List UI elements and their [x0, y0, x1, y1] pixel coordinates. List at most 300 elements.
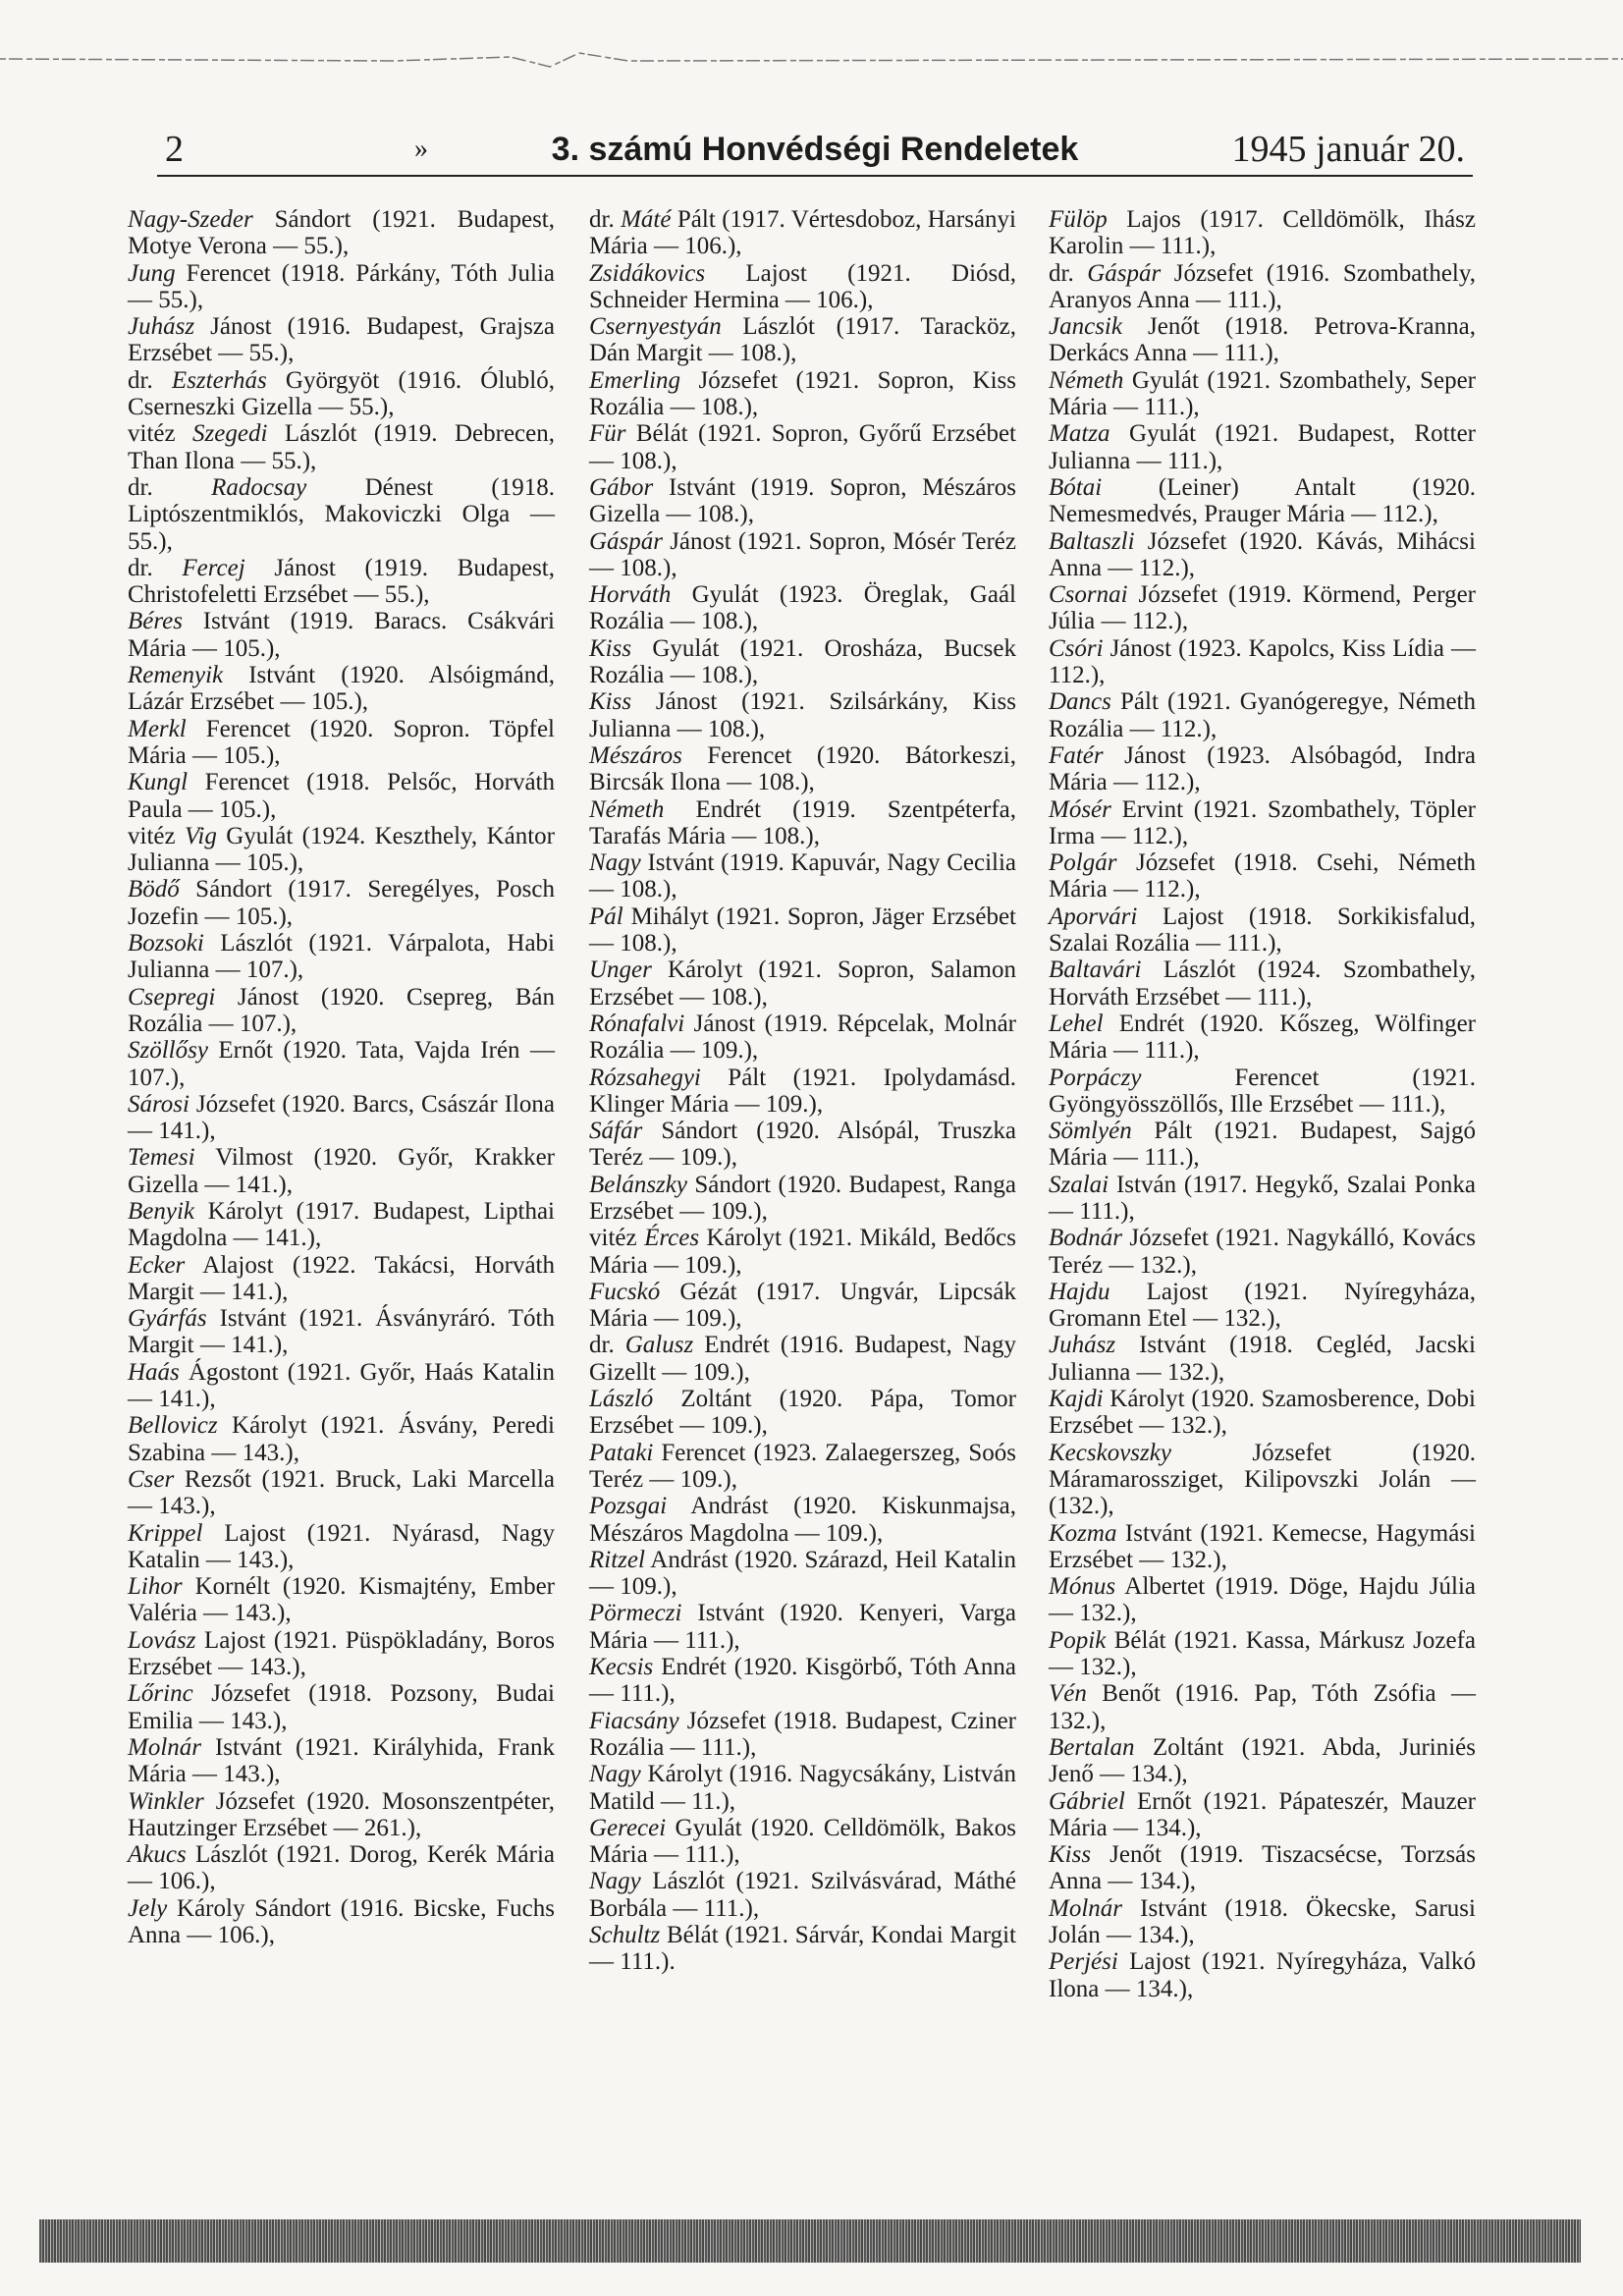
- list-entry: [128, 769, 555, 823]
- entry-details: Lajos (1917. Celldömölk, Ihász Karolin — 111.),: [1049, 206, 1476, 260]
- entry-details: Ernőt (1920. Tata, Vajda Irén — 107.),: [128, 1037, 555, 1091]
- column-1: [128, 206, 555, 1948]
- person-surname: Rózsahegyi: [589, 1064, 701, 1091]
- person-surname: Akucs: [128, 1841, 187, 1869]
- entry-details: Pált (1921. Gyanógeregye, Németh Rozália — 112.),: [1049, 688, 1476, 742]
- entry-prefix: dr.: [589, 1332, 625, 1359]
- entry-details: Endrét (1916. Budapest, Nagy Gizellt — 109.),: [589, 1332, 1016, 1386]
- person-surname: Jancsik: [1049, 313, 1122, 341]
- entry-details: Ferencet (1921. Gyöngyösszöllős, Ille Erzsébet — 111.),: [1049, 1064, 1476, 1118]
- entry-details: Józsefet (1921. Nagykálló, Kovács Teréz — 132.),: [1049, 1225, 1476, 1279]
- entry-details: Pált (1921. Budapest, Sajgó Mária — 111.),: [1049, 1118, 1476, 1172]
- entry-details: Istvánt (1918. Ökecske, Sarusi Jolán — 134.),: [1049, 1894, 1476, 1948]
- list-entry: [589, 1493, 1016, 1547]
- entry-details: Lászlót (1921. Dorog, Kerék Mária — 106.),: [128, 1841, 555, 1895]
- person-surname: Rónafalvi: [589, 1010, 685, 1037]
- entry-details: Lajost (1921. Diósd, Schneider Hermina — 106.),: [589, 259, 1016, 313]
- page-header: [157, 126, 1473, 177]
- person-surname: Fatér: [1049, 741, 1104, 769]
- list-entry: [128, 1734, 555, 1788]
- person-surname: Aporvári: [1049, 902, 1138, 930]
- list-entry: [589, 635, 1016, 689]
- entry-details: Bélát (1921. Sopron, Győrű Erzsébet — 108.),: [589, 420, 1016, 474]
- list-entry: [128, 1037, 555, 1091]
- list-entry: [589, 957, 1016, 1011]
- entry-details: Károlyt (1916. Nagycsákány, Listván Matild — 11.),: [589, 1761, 1016, 1815]
- person-surname: Gábriel: [1049, 1787, 1125, 1815]
- person-surname: Kiss: [589, 634, 632, 662]
- person-surname: Csepregi: [128, 983, 216, 1011]
- list-entry: [128, 1573, 555, 1627]
- entry-details: Istvánt (1919. Kapuvár, Nagy Cecilia — 108.),: [589, 849, 1016, 903]
- entry-details: Istvánt (1919. Baracs. Csákvári Mária — 105.),: [128, 608, 555, 662]
- person-surname: Kecskovszky: [1049, 1439, 1171, 1466]
- person-surname: Pozsgai: [589, 1493, 668, 1520]
- list-entry: [128, 313, 555, 367]
- list-entry: [589, 1600, 1016, 1654]
- person-surname: Krippel: [128, 1519, 203, 1547]
- list-entry: [128, 206, 555, 260]
- entry-details: Istvánt (1920. Alsóigmánd, Lázár Erzsébet — 105.),: [128, 662, 555, 716]
- entry-details: Ferencet (1918. Pelsőc, Horváth Paula — 105.),: [128, 769, 555, 823]
- entry-details: Ferencet (1923. Zalaegerszeg, Soós Teréz — 109.),: [589, 1439, 1016, 1493]
- list-entry: [1049, 1680, 1476, 1734]
- person-surname: Béres: [128, 608, 183, 635]
- person-surname: Lehel: [1049, 1010, 1104, 1037]
- person-surname: Polgár: [1049, 849, 1117, 877]
- person-surname: Nagy: [589, 1868, 641, 1895]
- list-entry: [1049, 1895, 1476, 1949]
- list-entry: [589, 1172, 1016, 1226]
- entry-details: Józsefet (1920. Kávás, Mihácsi Anna — 112.),: [1049, 527, 1476, 581]
- list-entry: [128, 1788, 555, 1842]
- list-entry: [1049, 1573, 1476, 1627]
- list-entry: [128, 823, 555, 877]
- entry-details: Albertet (1919. Döge, Hajdu Júlia — 132.),: [1049, 1573, 1476, 1627]
- entry-details: Ervint (1921. Szombathely, Töpler Irma — 112.),: [1049, 795, 1476, 849]
- list-entry: [1049, 957, 1476, 1011]
- person-surname: Kecsis: [589, 1654, 654, 1681]
- person-surname: Bödő: [128, 876, 180, 903]
- person-surname: Kiss: [1049, 1841, 1092, 1869]
- entry-details: Bélát (1921. Sárvár, Kondai Margit — 111.).: [589, 1922, 1016, 1976]
- list-entry: [589, 1279, 1016, 1333]
- person-surname: Winkler: [128, 1787, 204, 1815]
- entry-details: Ferencet (1920. Bátorkeszi, Bircsák Ilona — 108.),: [589, 741, 1016, 796]
- list-entry: [589, 1922, 1016, 1976]
- person-surname: Für: [589, 420, 626, 448]
- entry-details: Dénest (1918. Liptószentmiklós, Makoviczki Olga — 55.),: [128, 473, 555, 555]
- entry-details: Bélát (1921. Kassa, Márkusz Jozefa — 132.),: [1049, 1626, 1476, 1681]
- person-surname: Eszterhás: [171, 366, 267, 394]
- list-entry: [128, 1144, 555, 1198]
- list-entry: [128, 1841, 555, 1895]
- person-surname: Szegedi: [192, 420, 268, 448]
- list-entry: [128, 1412, 555, 1466]
- entry-details: Lajost (1918. Sorkikisfalud, Szalai Rozália — 111.),: [1049, 902, 1476, 957]
- list-entry: [589, 1815, 1016, 1869]
- list-entry: [589, 1011, 1016, 1065]
- entry-details: Lászlót (1921. Várpalota, Habi Julianna — 107.),: [128, 930, 555, 984]
- person-surname: Lőrinc: [128, 1680, 193, 1708]
- person-surname: Szalai: [1049, 1171, 1109, 1198]
- list-entry: [128, 420, 555, 474]
- person-surname: Schultz: [589, 1922, 661, 1948]
- entry-prefix: dr.: [128, 554, 183, 581]
- entry-details: Pált (1917. Vértesdoboz, Harsányi Mária — 106.),: [589, 206, 1016, 260]
- person-surname: Emerling: [589, 366, 681, 394]
- entry-prefix: dr.: [128, 473, 212, 501]
- person-surname: Baltaszli: [1049, 527, 1135, 555]
- person-surname: Jely: [128, 1894, 168, 1922]
- person-surname: Mészáros: [589, 741, 682, 769]
- list-entry: [1049, 1386, 1476, 1440]
- person-surname: Érces: [644, 1225, 700, 1252]
- list-entry: [128, 1680, 555, 1734]
- list-entry: [1049, 420, 1476, 474]
- entry-prefix: dr.: [128, 366, 172, 394]
- person-surname: Dancs: [1049, 688, 1111, 716]
- entry-details: Jánost (1923. Kapolcs, Kiss Lídia — 112.),: [1049, 634, 1476, 689]
- list-entry: [589, 1868, 1016, 1922]
- entry-prefix: dr.: [1049, 259, 1088, 287]
- entry-details: Józsefet (1918. Budapest, Cziner Rozália — 111.),: [589, 1707, 1016, 1761]
- list-entry: [589, 1708, 1016, 1762]
- entry-details: Sándort (1920. Budapest, Ranga Erzsébet — 109.),: [589, 1171, 1016, 1225]
- list-entry: [1049, 581, 1476, 635]
- list-entry: [589, 1065, 1016, 1119]
- list-entry: [128, 260, 555, 314]
- list-entry: [128, 1091, 555, 1145]
- entry-details: Zoltánt (1921. Abda, Juriniés Jenő — 134.),: [1049, 1733, 1476, 1788]
- entry-details: Andrást (1920. Szárazd, Heil Katalin — 109.),: [589, 1546, 1016, 1601]
- person-surname: Juhász: [1049, 1332, 1116, 1359]
- person-surname: Vén: [1049, 1680, 1087, 1708]
- list-entry: [1049, 1118, 1476, 1172]
- person-surname: Kiss: [589, 688, 632, 716]
- list-entry: [1049, 1734, 1476, 1788]
- entry-details: Gézát (1917. Ungvár, Lipcsák Mária — 109.),: [589, 1278, 1016, 1333]
- entry-details: Károlyt (1921. Mikáld, Bedőcs Mária — 109.),: [589, 1225, 1016, 1279]
- list-entry: [1049, 367, 1476, 421]
- list-entry: [1049, 206, 1476, 260]
- list-entry: [1049, 1332, 1476, 1386]
- entry-details: Andrást (1920. Kiskunmajsa, Mészáros Magdolna — 109.),: [589, 1493, 1016, 1547]
- person-surname: Juhász: [128, 313, 195, 341]
- entry-details: Istvánt (1919. Sopron, Mészáros Gizella — 108.),: [589, 473, 1016, 528]
- entry-prefix: vitéz: [589, 1225, 645, 1252]
- person-surname: Remenyik: [128, 662, 224, 689]
- column-2: [589, 206, 1016, 1976]
- entry-details: Józsefet (1920. Mosonszentpéter, Hautzinger Erzsébet — 261.),: [128, 1787, 555, 1841]
- list-entry: [128, 1305, 555, 1359]
- person-surname: Matza: [1049, 420, 1110, 448]
- person-surname: Sömlyén: [1049, 1118, 1132, 1145]
- person-surname: Mósér: [1049, 795, 1111, 823]
- list-entry: [1049, 313, 1476, 367]
- list-entry: [1049, 688, 1476, 742]
- person-surname: Mónus: [1049, 1573, 1116, 1601]
- list-entry: [589, 1386, 1016, 1440]
- entry-details: Györgyöt (1916. Ólubló, Cserneszki Gizella — 55.),: [128, 366, 555, 421]
- list-entry: [1049, 1440, 1476, 1520]
- list-entry: [589, 420, 1016, 474]
- entry-details: Gyulát (1920. Celldömölk, Bakos Mária — 111.),: [589, 1814, 1016, 1869]
- person-surname: Horváth: [589, 581, 672, 609]
- entry-details: Gyulát (1921. Budapest, Rotter Julianna — 111.),: [1049, 420, 1476, 474]
- entry-details: Istvánt (1921. Királyhida, Frank Mária — 143.),: [128, 1733, 555, 1788]
- person-surname: Pál: [589, 902, 623, 930]
- person-surname: Fiacsány: [589, 1707, 679, 1734]
- person-surname: Molnár: [1049, 1894, 1122, 1922]
- entry-details: Istvánt (1918. Cegléd, Jacski Julianna — 132.),: [1049, 1332, 1476, 1386]
- entry-prefix: vitéz: [128, 420, 193, 448]
- list-entry: [1049, 796, 1476, 850]
- entry-details: Károlyt (1920. Szamosberence, Dobi Erzsébet — 132.),: [1049, 1386, 1476, 1440]
- entry-details: Kornélt (1920. Kismajtény, Ember Valéria — 143.),: [128, 1573, 555, 1627]
- scan-artifact-top-line: [0, 47, 1623, 73]
- entry-details: Józsefet (1916. Szombathely, Aranyos Anna — 111.),: [1049, 259, 1477, 313]
- list-entry: [128, 1895, 555, 1949]
- list-entry: [1049, 1225, 1476, 1279]
- list-entry: [128, 1627, 555, 1681]
- list-entry: [128, 608, 555, 662]
- list-entry: [128, 930, 555, 984]
- list-entry: [1049, 1172, 1476, 1226]
- entry-details: Endrét (1919. Szentpéterfa, Tarafás Mária — 108.),: [589, 795, 1016, 849]
- person-surname: Unger: [589, 957, 652, 984]
- list-entry: [128, 1252, 555, 1306]
- entry-details: Sándort (1921. Budapest, Motye Verona — 55.),: [128, 206, 555, 260]
- list-entry: [589, 1118, 1016, 1172]
- entry-details: Ágostont (1921. Győr, Haás Katalin — 141.),: [128, 1358, 555, 1413]
- list-entry: [1049, 1627, 1476, 1681]
- entry-details: Károlyt (1917. Budapest, Lipthai Magdolna — 141.),: [128, 1197, 555, 1252]
- entry-details: Ferencet (1918. Párkány, Tóth Julia — 55.),: [128, 259, 555, 313]
- entry-details: Józsefet (1918. Pozsony, Budai Emilia — 143.),: [128, 1680, 555, 1734]
- person-surname: Hajdu: [1049, 1278, 1110, 1305]
- entry-details: Pált (1921. Ipolydamásd. Klinger Mária — 109.),: [589, 1064, 1016, 1118]
- entry-details: Jánost (1919. Budapest, Christofeletti Erzsébet — 55.),: [128, 554, 555, 609]
- entry-details: Gyulát (1921. Szombathely, Seper Mária — 111.),: [1049, 366, 1476, 421]
- entry-details: István (1917. Hegykő, Szalai Ponka — 111.),: [1049, 1171, 1476, 1225]
- entry-details: Károlyt (1921. Sopron, Salamon Erzsébet — 108.),: [589, 957, 1016, 1011]
- person-surname: Németh: [1049, 366, 1124, 394]
- entry-details: Benőt (1916. Pap, Tóth Zsófia — 132.),: [1049, 1680, 1476, 1734]
- entry-details: Jánost (1921. Sopron, Mósér Teréz — 108.),: [589, 527, 1016, 581]
- entry-details: Sándort (1917. Seregélyes, Posch Jozefin — 105.),: [128, 876, 555, 930]
- list-entry: [589, 903, 1016, 957]
- list-entry: [589, 1654, 1016, 1708]
- list-entry: [589, 474, 1016, 528]
- entry-details: Lászlót (1917. Taracköz, Dán Margit — 108.),: [589, 313, 1016, 367]
- entry-details: Jánost (1920. Csepreg, Bán Rozália — 107.),: [128, 983, 555, 1037]
- entry-details: Mihályt (1921. Sopron, Jäger Erzsébet — 108.),: [589, 902, 1016, 957]
- list-entry: [1049, 849, 1476, 903]
- person-surname: László: [589, 1386, 654, 1413]
- entry-details: Károly Sándort (1916. Bicske, Fuchs Anna — 106.),: [128, 1894, 555, 1948]
- list-entry: [589, 206, 1016, 260]
- entry-details: Istvánt (1920. Kenyeri, Varga Mária — 111.),: [589, 1600, 1016, 1654]
- person-surname: Benyik: [128, 1197, 195, 1225]
- header-mark: »: [414, 134, 428, 164]
- entry-details: Jánost (1919. Répcelak, Molnár Rozália — 109.),: [589, 1010, 1016, 1065]
- person-surname: Pataki: [589, 1439, 654, 1466]
- person-surname: Molnár: [128, 1733, 201, 1761]
- entry-details: Sándort (1920. Alsópál, Truszka Teréz — 109.),: [589, 1118, 1016, 1172]
- list-entry: [128, 716, 555, 770]
- list-entry: [1049, 1279, 1476, 1333]
- entry-details: Józsefet (1918. Csehi, Németh Mária — 112.),: [1049, 849, 1476, 903]
- entry-details: Lászlót (1924. Szombathely, Horváth Erzsébet — 111.),: [1049, 957, 1476, 1011]
- person-surname: Zsidákovics: [589, 259, 706, 287]
- list-entry: [1049, 1788, 1476, 1842]
- list-entry: [589, 1440, 1016, 1494]
- list-entry: [1049, 1065, 1476, 1119]
- list-entry: [589, 1761, 1016, 1815]
- entry-details: Józsefet (1921. Sopron, Kiss Rozália — 108.),: [589, 366, 1016, 421]
- list-entry: [1049, 903, 1476, 957]
- person-surname: Sáfár: [589, 1118, 643, 1145]
- person-surname: Lihor: [128, 1573, 183, 1601]
- list-entry: [1049, 1011, 1476, 1065]
- list-entry: [128, 1359, 555, 1413]
- list-entry: [589, 1225, 1016, 1279]
- list-entry: [128, 662, 555, 716]
- person-surname: Jung: [128, 259, 176, 287]
- list-entry: [1049, 260, 1476, 314]
- list-entry: [1049, 1841, 1476, 1895]
- entry-details: Istvánt (1921. Kemecse, Hagymási Erzsébet — 132.),: [1049, 1519, 1476, 1573]
- person-surname: Gáspár: [1087, 259, 1162, 287]
- entry-details: Gyulát (1924. Keszthely, Kántor Julianna — 105.),: [128, 822, 555, 877]
- entry-details: Jánost (1921. Szilsárkány, Kiss Julianna — 108.),: [589, 688, 1016, 742]
- person-surname: Merkl: [128, 715, 187, 742]
- person-surname: Ritzel: [589, 1546, 645, 1573]
- entry-details: Endrét (1920. Kisgörbő, Tóth Anna — 111.),: [589, 1654, 1016, 1708]
- person-surname: Porpáczy: [1049, 1064, 1142, 1091]
- entry-prefix: vitéz: [128, 822, 185, 849]
- list-entry: [1049, 528, 1476, 582]
- person-surname: Fercej: [182, 554, 245, 581]
- list-entry: [128, 984, 555, 1038]
- entry-details: Zoltánt (1920. Pápa, Tomor Erzsébet — 109.),: [589, 1386, 1016, 1440]
- page-number: 2: [165, 129, 184, 170]
- scan-artifact-bottom-band: [39, 2219, 1581, 2263]
- entry-details: Jenőt (1918. Petrova-Kranna, Derkács Anna — 111.),: [1049, 313, 1476, 367]
- person-surname: Cser: [128, 1465, 175, 1493]
- entry-details: Jánost (1923. Alsóbagód, Indra Mária — 112.),: [1049, 741, 1476, 796]
- list-entry: [128, 474, 555, 555]
- person-surname: Fucskó: [589, 1278, 661, 1305]
- list-entry: [589, 849, 1016, 903]
- list-entry: [589, 528, 1016, 582]
- person-surname: Gyárfás: [128, 1305, 207, 1333]
- entry-details: Vilmost (1920. Győr, Krakker Gizella — 141.),: [128, 1144, 555, 1198]
- person-surname: Belánszky: [589, 1171, 687, 1198]
- list-entry: [589, 688, 1016, 742]
- person-surname: Nagy: [589, 1761, 641, 1788]
- entry-details: Lászlót (1921. Szilvásvárad, Máthé Borbála — 111.),: [589, 1868, 1016, 1922]
- person-surname: Radocsay: [211, 473, 307, 501]
- entry-details: Rezsőt (1921. Bruck, Laki Marcella — 143.),: [128, 1465, 555, 1520]
- person-surname: Németh: [589, 795, 665, 823]
- person-surname: Nagy-Szeder: [128, 206, 253, 233]
- person-surname: Temesi: [128, 1144, 195, 1172]
- list-entry: [589, 1547, 1016, 1601]
- entry-details: Lajost (1921. Nyíregyháza, Valkó Ilona — 134.),: [1049, 1948, 1476, 2002]
- person-surname: Vig: [184, 822, 217, 849]
- list-entry: [1049, 1948, 1476, 2002]
- person-surname: Bozsoki: [128, 930, 204, 957]
- person-surname: Gábor: [589, 473, 654, 501]
- entry-details: Lajost (1921. Püspökladány, Boros Erzsébet — 143.),: [128, 1626, 555, 1681]
- entry-details: Ernőt (1921. Pápateszér, Mauzer Mária — 134.),: [1049, 1787, 1476, 1841]
- person-surname: Pörmeczi: [589, 1600, 682, 1627]
- list-entry: [128, 1198, 555, 1252]
- entry-details: Lajost (1921. Nyárasd, Nagy Katalin — 143.),: [128, 1519, 555, 1573]
- person-surname: Perjési: [1049, 1948, 1118, 1976]
- person-surname: Csornai: [1049, 581, 1128, 609]
- person-surname: Fülöp: [1049, 206, 1108, 233]
- entry-details: Józsefet (1920. Máramarossziget, Kilipovszki Jolán — (132.),: [1049, 1439, 1476, 1520]
- person-surname: Kajdi: [1049, 1386, 1104, 1413]
- person-surname: Máté: [621, 206, 672, 233]
- entry-details: Istvánt (1921. Ásványráró. Tóth Margit — 141.),: [128, 1305, 555, 1359]
- person-surname: Kozma: [1049, 1519, 1117, 1547]
- person-surname: Csernyestyán: [589, 313, 722, 341]
- person-surname: Haás: [128, 1358, 180, 1386]
- person-surname: Baltavári: [1049, 957, 1142, 984]
- list-entry: [1049, 1520, 1476, 1574]
- entry-details: Józsefet (1920. Barcs, Császár Ilona — 141.),: [128, 1090, 555, 1145]
- publication-title: 3. számú Honvédségi Rendeletek: [551, 131, 1079, 168]
- person-surname: Sárosi: [128, 1090, 189, 1118]
- list-entry: [589, 1332, 1016, 1386]
- issue-date: 1945 január 20.: [1231, 129, 1465, 170]
- entry-details: Jánost (1916. Budapest, Grajsza Erzsébet — 55.),: [128, 313, 555, 367]
- list-entry: [589, 367, 1016, 421]
- entry-details: Ferencet (1920. Sopron. Töpfel Mária — 105.),: [128, 715, 555, 769]
- entry-prefix: dr.: [589, 206, 622, 233]
- list-entry: [589, 796, 1016, 850]
- list-entry: [1049, 474, 1476, 528]
- entry-details: Gyulát (1923. Öreglak, Gaál Rozália — 108.),: [589, 581, 1016, 635]
- column-3: [1049, 206, 1476, 2002]
- list-entry: [589, 581, 1016, 635]
- person-surname: Nagy: [589, 849, 641, 877]
- person-surname: Kungl: [128, 769, 189, 796]
- list-entry: [589, 260, 1016, 314]
- list-entry: [128, 367, 555, 421]
- entry-details: Jenőt (1919. Tiszacsécse, Torzsás Anna — 134.),: [1049, 1841, 1476, 1895]
- list-entry: [1049, 742, 1476, 796]
- entry-details: Lászlót (1919. Debrecen, Than Ilona — 55.),: [128, 420, 555, 474]
- person-surname: Bótai: [1049, 473, 1103, 501]
- person-surname: Bellovicz: [128, 1412, 218, 1440]
- list-entry: [128, 1466, 555, 1520]
- entry-details: (Leiner) Antalt (1920. Nemesmedvés, Prauger Mária — 112.),: [1049, 473, 1476, 528]
- entry-details: Gyulát (1921. Orosháza, Bucsek Rozália — 108.),: [589, 634, 1016, 689]
- person-surname: Galusz: [624, 1332, 694, 1359]
- person-surname: Lovász: [128, 1626, 196, 1654]
- list-entry: [128, 555, 555, 609]
- list-entry: [1049, 635, 1476, 689]
- person-surname: Bodnár: [1049, 1225, 1122, 1252]
- person-surname: Szöllősy: [128, 1037, 208, 1065]
- entry-details: Lajost (1921. Nyíregyháza, Gromann Etel — 132.),: [1049, 1278, 1476, 1333]
- person-surname: Csóri: [1049, 634, 1104, 662]
